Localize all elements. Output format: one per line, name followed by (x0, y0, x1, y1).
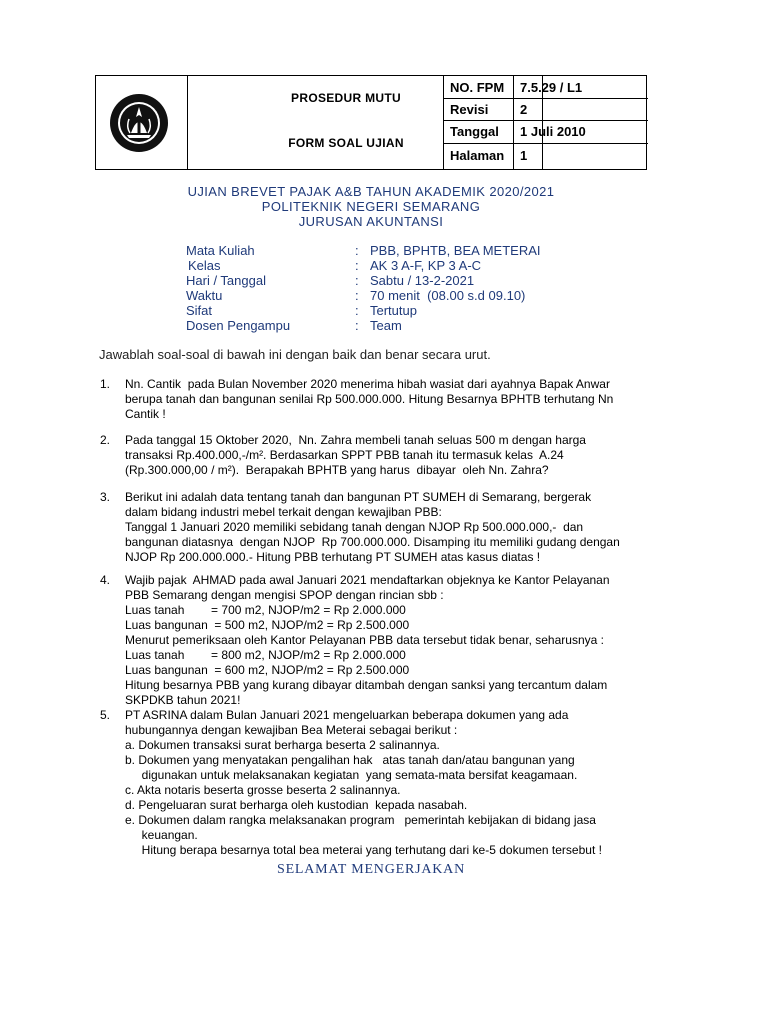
question-text (125, 377, 667, 422)
question-line: dalam bidang industri mebel terkait dengan kewajiban PBB: (125, 505, 442, 519)
question-line: b. Dokumen yang menyatakan pengalihan hak atas tanah dan/atau bangunan yang (125, 753, 575, 767)
info-colon: : (355, 273, 359, 288)
question-line: Nn. Cantik pada Bulan November 2020 menerima hibah wasiat dari ayahnya Bapak Anwar (125, 377, 610, 391)
question-text (125, 490, 667, 565)
question-line: (Rp.300.000,00 / m²). Berapakah BPHTB yang harus dibayar oleh Nn. Zahra? (125, 463, 549, 477)
department-title: JURUSAN AKUNTANSI (298, 214, 444, 229)
institution-title: POLITEKNIK NEGERI SEMARANG (261, 199, 481, 214)
question-number: 2. (100, 433, 111, 447)
exam-title: UJIAN BREVET PAJAK A&B TAHUN AKADEMIK 2020/2021 (187, 184, 555, 199)
info-label: Sifat (186, 303, 213, 318)
question-line: Hitung besarnya PBB yang kurang dibayar ditambah dengan sanksi yang tercantum dalam (125, 678, 608, 692)
halaman-label: Halaman (450, 148, 505, 163)
question-line: Luas tanah = 700 m2, NJOP/m2 = Rp 2.000.000 (125, 603, 406, 617)
no-fpm-label: NO. FPM (450, 80, 505, 95)
question-line: keuangan. (125, 828, 198, 842)
tanggal-label: Tanggal (450, 124, 499, 139)
question-line: berupa tanah dan bangunan senilai Rp 500.000.000. Hitung Besarnya BPHTB terhutang Nn (125, 392, 614, 406)
question-line: PT ASRINA dalam Bulan Januari 2021 mengeluarkan beberapa dokumen yang ada (125, 708, 569, 722)
question-line: Cantik ! (125, 407, 166, 421)
question-line: Tanggal 1 Januari 2020 memiliki sebidang tanah dengan NJOP Rp 500.000.000,- dan (125, 520, 584, 534)
info-colon: : (355, 258, 359, 273)
question-line: bangunan diatasnya dengan NJOP Rp 700.000.000. Disamping itu memiliki gudang dengan (125, 535, 620, 549)
prosedur-mutu-label: PROSEDUR MUTU (291, 91, 401, 105)
row-divider (443, 98, 648, 99)
info-label: Dosen Pengampu (186, 318, 291, 333)
revisi-value: 2 (520, 102, 528, 117)
question-line: SKPDKB tahun 2021! (125, 693, 241, 707)
question-text (125, 573, 667, 708)
question-text (125, 433, 667, 478)
question-line: hubungannya dengan kewajiban Bea Meterai sebagai berikut : (125, 723, 458, 737)
info-value: Team (370, 318, 402, 333)
closing-message: SELAMAT MENGERJAKAN (276, 862, 465, 877)
question-line: Luas tanah = 800 m2, NJOP/m2 = Rp 2.000.000 (125, 648, 406, 662)
question-line: c. Akta notaris beserta grosse beserta 2 salinannya. (125, 783, 401, 797)
question-number: 4. (100, 573, 111, 587)
info-value: 70 menit (08.00 s.d 09.10) (370, 288, 526, 303)
question-line: a. Dokumen transaksi surat berharga beserta 2 salinannya. (125, 738, 440, 752)
info-label: Mata Kuliah (186, 243, 255, 258)
question-number: 5. (100, 708, 111, 722)
tanggal-value: 1 Juli 2010 (520, 124, 586, 139)
question-line: Wajib pajak AHMAD pada awal Januari 2021 mendaftarkan objeknya ke Kantor Pelayanan (125, 573, 610, 587)
info-colon: : (355, 243, 359, 258)
question-line: Hitung berapa besarnya total bea meterai yang terhutang dari ke-5 dokumen tersebut ! (125, 843, 602, 857)
info-label: Waktu (186, 288, 223, 303)
question-line: Menurut pemeriksaan oleh Kantor Pelayanan PBB data tersebut tidak benar, seharusnya : (125, 633, 604, 647)
info-value: Tertutup (370, 303, 417, 318)
question-line: Luas bangunan = 600 m2, NJOP/m2 = Rp 2.500.000 (125, 663, 410, 677)
info-colon: : (355, 303, 359, 318)
question-line: digunakan untuk melaksanakan kegiatan yang semata-mata bersifat keagamaan. (125, 768, 578, 782)
row-divider (443, 143, 648, 144)
column-divider (443, 76, 444, 169)
info-colon: : (355, 288, 359, 303)
column-divider (513, 76, 514, 169)
logo-cell (96, 76, 188, 169)
info-label: Kelas (188, 258, 221, 273)
politeknik-logo-icon (109, 93, 169, 153)
info-colon: : (355, 318, 359, 333)
question-line: d. Pengeluaran surat berharga oleh kustodian kepada nasabah. (125, 798, 468, 812)
halaman-value: 1 (520, 148, 528, 163)
info-value: PBB, BPHTB, BEA METERAI (370, 243, 541, 258)
question-line: NJOP Rp 200.000.000.- Hitung PBB terhutang PT SUMEH atas kasus diatas ! (125, 550, 541, 564)
info-label: Hari / Tanggal (186, 273, 266, 288)
question-number: 1. (100, 377, 111, 391)
question-line: Pada tanggal 15 Oktober 2020, Nn. Zahra membeli tanah seluas 500 m dengan harga (125, 433, 586, 447)
revisi-label: Revisi (450, 102, 489, 117)
no-fpm-value: 7.5.29 / L1 (520, 80, 583, 95)
question-line: Berikut ini adalah data tentang tanah dan bangunan PT SUMEH di Semarang, bergerak (125, 490, 592, 504)
header-table (95, 75, 647, 170)
question-line: e. Dokumen dalam rangka melaksanakan program pemerintah kebijakan di bidang jasa (125, 813, 596, 827)
row-divider (443, 120, 648, 121)
info-value: AK 3 A-F, KP 3 A-C (370, 258, 482, 273)
instruction-text: Jawablah soal-soal di bawah ini dengan baik dan benar secara urut. (99, 347, 491, 362)
question-text (125, 708, 667, 858)
question-line: PBB Semarang dengan mengisi SPOP dengan rincian sbb : (125, 588, 444, 602)
question-number: 3. (100, 490, 111, 504)
info-value: Sabtu / 13-2-2021 (370, 273, 475, 288)
question-line: transaksi Rp.400.000,-/m². Berdasarkan SPPT PBB tanah itu termasuk kelas A.24 (125, 448, 564, 462)
question-line: Luas bangunan = 500 m2, NJOP/m2 = Rp 2.500.000 (125, 618, 410, 632)
form-soal-ujian-label: FORM SOAL UJIAN (288, 136, 404, 150)
